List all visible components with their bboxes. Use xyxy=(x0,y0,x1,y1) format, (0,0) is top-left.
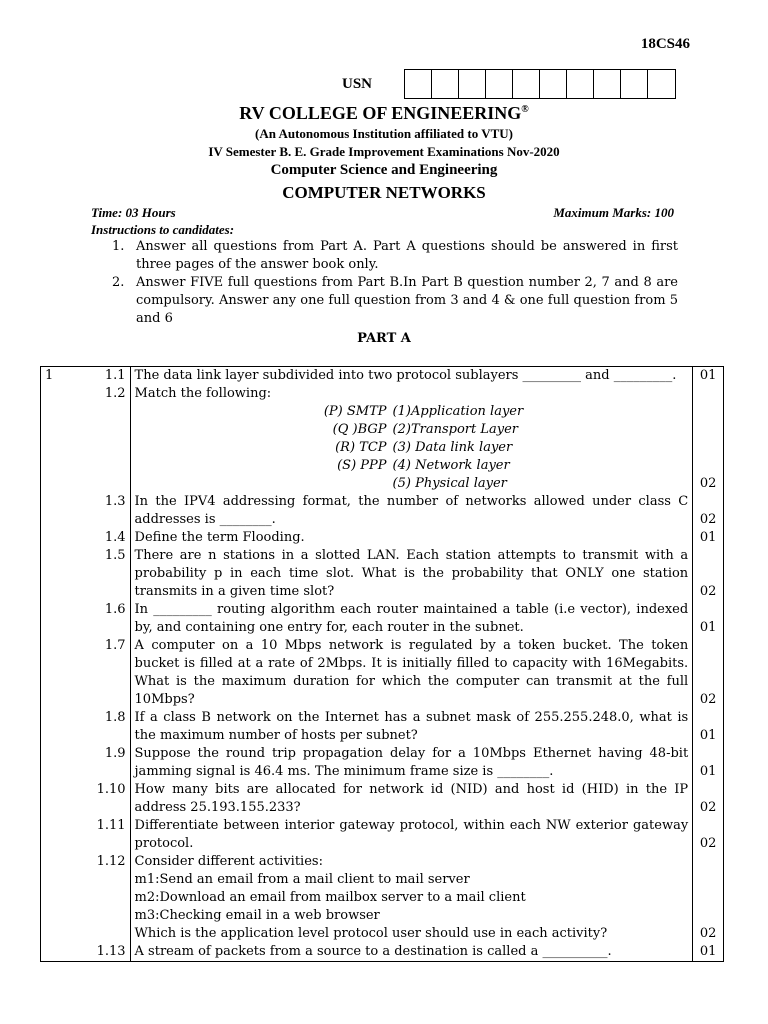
usn-label: USN xyxy=(342,75,373,92)
match-pair xyxy=(311,439,689,457)
match-right: (2)Transport Layer xyxy=(392,422,518,437)
usn-digit-box[interactable] xyxy=(432,70,459,98)
marks: 02 xyxy=(693,817,724,853)
marks: 01 xyxy=(693,745,724,781)
question-row xyxy=(41,853,724,943)
question-line: Consider different activities: xyxy=(134,854,323,869)
question-line: m3:Checking email in a web browser xyxy=(134,908,380,923)
sub-question-number: 1.10 xyxy=(78,781,130,817)
sub-question-number: 1.3 xyxy=(78,493,130,529)
question-number xyxy=(41,529,79,547)
question-row xyxy=(41,781,724,817)
sub-question-number: 1.13 xyxy=(78,943,130,962)
instruction-item: 1. Answer all questions from Part A. Part A questions should be answered in first three pages of the answer book only. xyxy=(112,239,678,272)
question-text xyxy=(130,745,693,781)
sub-question-number: 1.11 xyxy=(78,817,130,853)
question-number: 1 xyxy=(41,367,79,386)
question-row xyxy=(41,745,724,781)
question-row xyxy=(41,709,724,745)
question-row xyxy=(41,817,724,853)
sub-question-number: 1.4 xyxy=(78,529,130,547)
sub-question-number: 1.2 xyxy=(78,385,130,493)
question-number xyxy=(41,547,79,601)
question-line: m2:Download an email from mailbox server to a mail client xyxy=(134,890,526,905)
usn-digit-box[interactable] xyxy=(594,70,621,98)
college-name: RV COLLEGE OF ENGINEERING® xyxy=(239,103,529,123)
sub-question-number: 1.6 xyxy=(78,601,130,637)
question-line: How many bits are allocated for network id (NID) and host id (HID) in the IP address 25.193.155.233? xyxy=(134,782,689,815)
question-text xyxy=(130,385,693,493)
question-text xyxy=(130,853,693,943)
match-right: (5) Physical layer xyxy=(392,476,507,491)
sub-question-number: 1.8 xyxy=(78,709,130,745)
question-number xyxy=(41,601,79,637)
match-left xyxy=(311,475,393,493)
usn-row xyxy=(342,69,676,99)
question-line: In the IPV4 addressing format, the number of networks allowed under class C addresses is ________. xyxy=(134,494,689,527)
question-row xyxy=(41,547,724,601)
match-pair xyxy=(311,457,689,475)
match-left: (R) TCP xyxy=(335,440,387,455)
question-number xyxy=(41,781,79,817)
usn-digit-box[interactable] xyxy=(567,70,594,98)
sub-question-number: 1.1 xyxy=(78,367,130,386)
marks: 02 xyxy=(693,637,724,709)
department: Computer Science and Engineering xyxy=(270,162,498,178)
question-line: If a class B network on the Internet has a subnet mask of 255.255.248.0, what is the maximum number of hosts per subnet? xyxy=(134,710,689,743)
question-text xyxy=(130,709,693,745)
usn-digit-box[interactable] xyxy=(540,70,567,98)
match-left: (Q )BGP xyxy=(332,422,387,437)
question-number xyxy=(41,943,79,962)
usn-digit-box[interactable] xyxy=(459,70,486,98)
match-right: (4) Network layer xyxy=(392,458,510,473)
match-pair xyxy=(311,403,689,421)
question-line: In _________ routing algorithm each router maintained a table (i.e vector), indexed by, and containing one entry for, each router in the subnet. xyxy=(134,602,689,635)
question-number xyxy=(41,745,79,781)
registered-mark: ® xyxy=(521,104,529,115)
sub-question-number: 1.5 xyxy=(78,547,130,601)
question-line: Match the following: xyxy=(134,386,272,401)
marks: 01 xyxy=(693,709,724,745)
match-right: (1)Application layer xyxy=(392,404,524,419)
match-list xyxy=(311,403,689,493)
course-title: COMPUTER NETWORKS xyxy=(282,183,486,202)
question-text xyxy=(130,781,693,817)
question-number xyxy=(41,709,79,745)
question-row xyxy=(41,943,724,962)
part-title: PART A xyxy=(357,331,411,346)
exam-time: Time: 03 Hours xyxy=(91,205,176,220)
question-number xyxy=(41,637,79,709)
marks: 01 xyxy=(693,367,724,386)
question-row xyxy=(41,637,724,709)
marks: 01 xyxy=(693,943,724,962)
question-text xyxy=(130,493,693,529)
sub-question-number: 1.7 xyxy=(78,637,130,709)
marks: 01 xyxy=(693,601,724,637)
match-right: (3) Data link layer xyxy=(392,440,513,455)
question-line: Suppose the round trip propagation delay for a 10Mbps Ethernet having 48-bit jamming signal is 46.4 ms. The minimum frame size is ________. xyxy=(134,746,689,779)
question-row xyxy=(41,493,724,529)
exam-line: IV Semester B. E. Grade Improvement Examinations Nov-2020 xyxy=(208,144,560,159)
instructions-heading: Instructions to candidates: xyxy=(91,222,235,237)
marks: 02 xyxy=(693,493,724,529)
question-line: Define the term Flooding. xyxy=(134,530,305,545)
question-text xyxy=(130,637,693,709)
question-text xyxy=(130,367,693,386)
question-row xyxy=(41,529,724,547)
sub-question-number: 1.9 xyxy=(78,745,130,781)
marks: 02 xyxy=(693,853,724,943)
question-line: There are n stations in a slotted LAN. Each station attempts to transmit with a probability p in each time slot. What is the probability that ONLY one station transmits in a given time slot? xyxy=(134,548,689,599)
marks: 02 xyxy=(693,547,724,601)
questions-table xyxy=(40,366,724,962)
question-number xyxy=(41,817,79,853)
question-line: A stream of packets from a source to a destination is called a __________. xyxy=(134,944,612,959)
question-text xyxy=(130,529,693,547)
instruction-item: 2. Answer FIVE full questions from Part B.In Part B question number 2, 7 and 8 are compulsory. Answer any one full question from 3 and 4 & one full question from 5 and 6 xyxy=(112,275,678,326)
usn-digit-box[interactable] xyxy=(405,70,432,98)
usn-digit-box[interactable] xyxy=(486,70,513,98)
question-row xyxy=(41,601,724,637)
question-text xyxy=(130,547,693,601)
question-line: Which is the application level protocol user should use in each activity? xyxy=(134,926,608,941)
autonomous-line: (An Autonomous Institution affiliated to VTU) xyxy=(255,126,513,141)
marks: 02 xyxy=(693,781,724,817)
question-row xyxy=(41,385,724,493)
question-line: m1:Send an email from a mail client to mail server xyxy=(134,872,470,887)
match-pair xyxy=(311,475,689,493)
match-left: (P) SMTP xyxy=(323,404,387,419)
question-number xyxy=(41,853,79,943)
question-line: The data link layer subdivided into two protocol sublayers _________ and _________. xyxy=(134,368,677,383)
marks: 02 xyxy=(693,385,724,493)
question-line: Differentiate between interior gateway protocol, within each NW exterior gateway protocol. xyxy=(134,818,689,851)
question-number xyxy=(41,385,79,493)
usn-digit-box[interactable] xyxy=(648,70,675,98)
question-line: A computer on a 10 Mbps network is regulated by a token bucket. The token bucket is filled at a rate of 2Mbps. It is initially filled to capacity with 16Megabits. What is the maximum duration for which the computer can transmit at the full 10Mbps? xyxy=(134,638,689,707)
usn-digit-box[interactable] xyxy=(513,70,540,98)
question-row xyxy=(41,367,724,386)
question-text xyxy=(130,817,693,853)
course-code: 18CS46 xyxy=(640,36,690,52)
question-number xyxy=(41,493,79,529)
usn-digit-box[interactable] xyxy=(621,70,648,98)
question-text xyxy=(130,601,693,637)
question-text xyxy=(130,943,693,962)
max-marks: Maximum Marks: 100 xyxy=(553,205,674,220)
match-left: (S) PPP xyxy=(337,458,387,473)
sub-question-number: 1.12 xyxy=(78,853,130,943)
instructions-list xyxy=(112,238,678,328)
marks: 01 xyxy=(693,529,724,547)
usn-boxes xyxy=(404,69,676,99)
match-pair xyxy=(311,421,689,439)
